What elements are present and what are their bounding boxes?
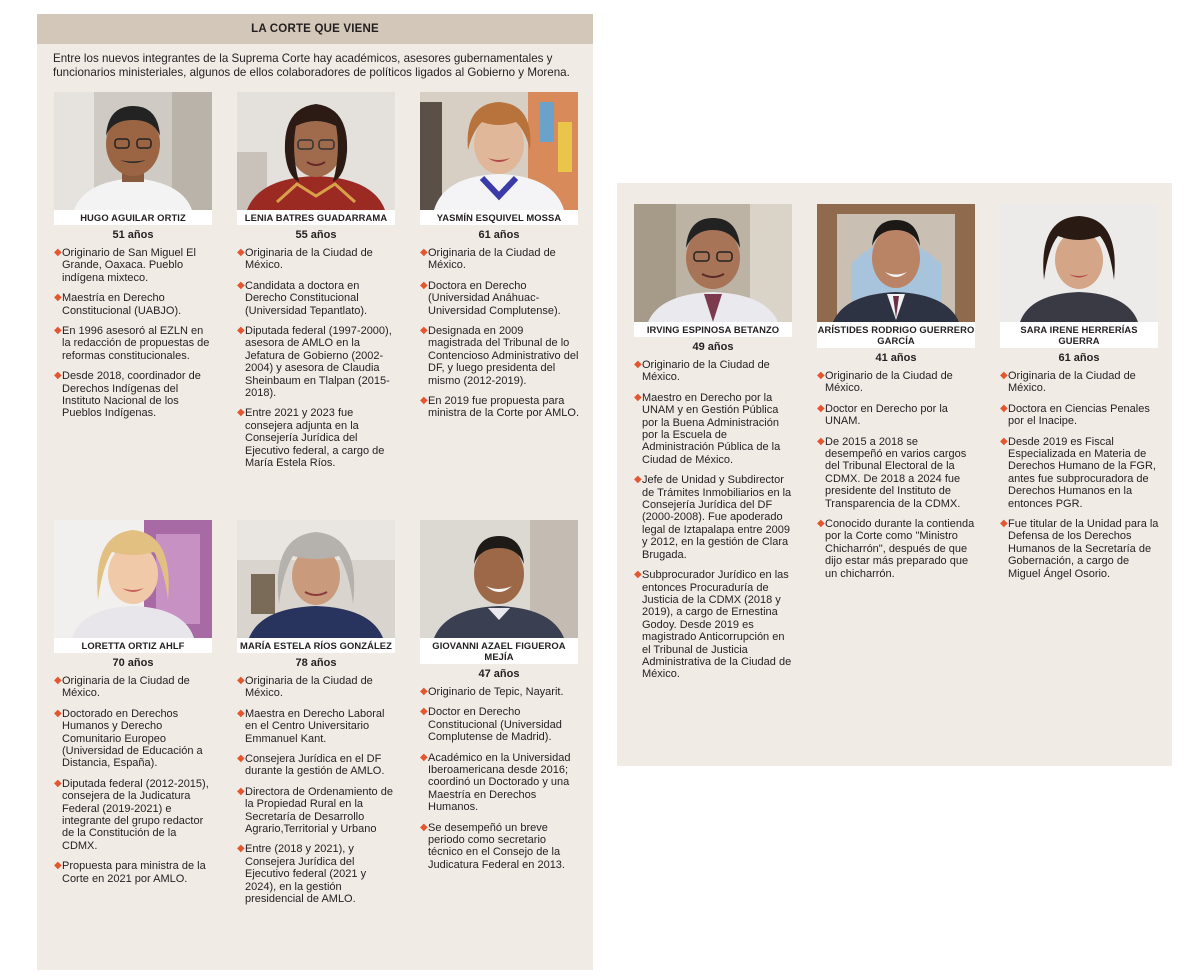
bullet-item: ◆ Maestro en Derecho por la UNAM y en Gestión Pública por la Buena Administración por la Escuela de Administración Pública de la Ciudad de México. [634, 391, 781, 466]
bullet-diamond-icon: ◆ [634, 359, 642, 370]
profile-name: IRVING ESPINOSA BETANZO [634, 322, 792, 337]
bullet-item: ◆ Originario de San Miguel El Grande, Oaxaca. Pueblo indígena mixteco. [54, 247, 196, 284]
profile-card-maria-estela-rios [237, 520, 397, 914]
profile-bullets [634, 359, 794, 681]
bullet-item: ◆ Doctora en Ciencias Penales por el Inacipe. [1000, 402, 1150, 428]
bullet-item: ◆ Subprocurador Jurídico en las entonces Procuraduría de Justicia de la CDMX (2018 y 2019), a cargo de Ernestina Godoy. Desde 2019 es magistrado Anticorrupción en el Tribunal de Justicia Administrativa de la Ciudad de México. [634, 569, 792, 681]
bullet-item: ◆ Originaria de la Ciudad de México. [237, 675, 373, 700]
bullet-diamond-icon: ◆ [1000, 518, 1008, 530]
bullet-diamond-icon: ◆ [420, 247, 428, 258]
bullet-diamond-icon: ◆ [1000, 370, 1008, 381]
bullet-item: ◆ Desde 2019 es Fiscal Especializada en Materia de Derechos Humano de la FGR, antes fue subprocuradora de Derechos Humanos en la entonces PGR. [1000, 435, 1156, 510]
bullet-diamond-icon: ◆ [634, 391, 642, 403]
bullet-item: ◆ Académico en la Universidad Iberoamericana desde 2016; coordinó un Doctorado y una Maestría en Derechos Humanos. [420, 751, 571, 814]
bullet-item: ◆ Se desempeñó un breve periodo como secretario técnico en el Consejo de la Judicatura Federal en 2013. [420, 821, 565, 871]
bullet-item: ◆ Doctor en Derecho Constitucional (Universidad Complutense de Madrid). [420, 706, 562, 744]
bullet-diamond-icon: ◆ [420, 821, 428, 833]
bullet-item: ◆ De 2015 a 2018 se desempeñó en varios cargos del Tribunal Electoral de la CDMX. De 2018 a 2024 fue presidente del Instituto de Transparencia de la CDMX. [817, 435, 967, 510]
profile-bullets [1000, 370, 1160, 580]
profile-card-hugo-aguilar [54, 92, 214, 428]
infographic-panel-left [37, 14, 593, 970]
bullet-item: ◆ Originaria de la Ciudad de México. [1000, 370, 1136, 395]
profile-card-yasmin-esquivel [420, 92, 580, 428]
profile-card-sara-herrerias [1000, 204, 1160, 588]
bullet-diamond-icon: ◆ [54, 707, 62, 719]
bullet-item: ◆ Designada en 2009 magistrada del Tribunal de lo Contencioso Administrativo del DF, y luego presidenta del mismo (2012-2019). [420, 325, 579, 387]
profile-age: 41 años [875, 352, 917, 364]
profile-photo [420, 92, 578, 210]
bullet-diamond-icon: ◆ [817, 435, 825, 447]
profile-age: 55 años [295, 229, 337, 241]
bullet-item: ◆ Conocido durante la contienda por la Corte como "Ministro Chicharrón", después de que dijo estar más preparado que un chicharrón. [817, 518, 975, 580]
bullet-diamond-icon: ◆ [237, 279, 245, 291]
profile-photo [1000, 204, 1158, 322]
profile-name: HUGO AGUILAR ORTIZ [54, 210, 212, 225]
bullet-item: ◆ Maestría en Derecho Constitucional (UABJO). [54, 292, 182, 317]
profile-age: 70 años [112, 657, 154, 669]
bullet-item: ◆ Originaria de la Ciudad de México. [420, 247, 556, 272]
bullet-item: ◆ Originario de la Ciudad de México. [817, 370, 953, 395]
bullet-item: ◆ Desde 2018, coordinador de Derechos Indígenas del Instituto Nacional de los Pueblos Indígenas. [54, 370, 201, 420]
profile-photo [420, 520, 578, 638]
profile-age: 61 años [478, 229, 520, 241]
bullet-diamond-icon: ◆ [237, 407, 245, 419]
bullet-diamond-icon: ◆ [237, 843, 245, 855]
bullet-item: ◆ Doctorado en Derechos Humanos y Derecho Comunitario Europeo (Universidad de Educación a Distancia, España). [54, 707, 203, 770]
bullet-diamond-icon: ◆ [634, 569, 642, 581]
bullet-diamond-icon: ◆ [817, 402, 825, 414]
profile-bullets [237, 675, 397, 906]
profile-bullets [54, 247, 214, 420]
bullet-item: ◆ Jefe de Unidad y Subdirector de Trámites Inmobiliarios en la Consejería Jurídica del DF (2000-2008). Fue apoderado legal de Iztapalapa entre 2009 y 2012, en la gestión de Clara Brugada. [634, 474, 792, 561]
profile-photo [634, 204, 792, 322]
bullet-diamond-icon: ◆ [54, 247, 62, 258]
bullet-item: ◆ Originaria de la Ciudad de México. [237, 247, 373, 272]
profile-name: GIOVANNI AZAEL FIGUEROA MEJÍA [420, 638, 578, 664]
bullet-diamond-icon: ◆ [817, 518, 825, 530]
bullet-item: ◆ Entre (2018 y 2021), y Consejera Jurídica del Ejecutivo federal (2021 y 2024), en la gestión presidencial de AMLO. [237, 843, 367, 906]
bullet-item: ◆ Originaria de la Ciudad de México. [54, 675, 190, 700]
bullet-item: ◆ En 1996 asesoró al EZLN en la redacción de propuestas de reformas constitucionales. [54, 325, 210, 362]
profile-age: 51 años [112, 229, 154, 241]
bullet-item: ◆ Directora de Ordenamiento de la Propiedad Rural en la Secretaría de Desarrollo Agrario,Territorial y Urbano [237, 785, 393, 836]
bullet-item: ◆ Diputada federal (2012-2015), consejera de la Judicatura Federal (2019-2021) e integrante del grupo redactor de la Constitución de la CDMX. [54, 777, 209, 852]
profile-bullets [817, 370, 977, 580]
bullet-diamond-icon: ◆ [54, 860, 62, 872]
profile-name: LENIA BATRES GUADARRAMA [237, 210, 395, 225]
profile-name: ARÍSTIDES RODRIGO GUERRERO GARCÍA [817, 324, 975, 346]
profile-card-lenia-batres [237, 92, 397, 478]
bullet-item: ◆ Originario de Tepic, Nayarit. [420, 686, 564, 698]
profile-name: MARÍA ESTELA RÍOS GONZÁLEZ [237, 638, 395, 653]
profile-name: LORETTA ORTIZ AHLF [54, 638, 212, 653]
bullet-diamond-icon: ◆ [420, 395, 428, 407]
bullet-diamond-icon: ◆ [54, 292, 62, 304]
profile-card-aristides-guerrero [817, 204, 977, 588]
bullet-item: ◆ Doctor en Derecho por la UNAM. [817, 402, 948, 428]
profile-age: 47 años [478, 668, 520, 680]
bullet-diamond-icon: ◆ [817, 370, 825, 381]
profile-photo [237, 92, 395, 210]
bullet-diamond-icon: ◆ [420, 706, 428, 718]
bullet-diamond-icon: ◆ [54, 777, 62, 789]
bullet-diamond-icon: ◆ [420, 686, 428, 697]
bullet-item: ◆ Entre 2021 y 2023 fue consejera adjunta en la Consejería Jurídica del Ejecutivo federal, a cargo de María Estela Ríos. [237, 407, 385, 470]
profile-name: YASMÍN ESQUIVEL MOSSA [420, 210, 578, 225]
profile-photo [54, 92, 212, 210]
infographic-panel-right [617, 183, 1172, 766]
bullet-item: ◆ Fue titular de la Unidad para la Defensa de los Derechos Humanos de la Secretaría de Gobernación, a cargo de Miguel Ángel Osorio. [1000, 518, 1159, 580]
profile-card-irving-espinosa [634, 204, 794, 689]
bullet-item: ◆ Doctora en Derecho (Universidad Anáhuac-Universidad Complutense). [420, 279, 561, 317]
profile-card-loretta-ortiz [54, 520, 214, 893]
bullet-diamond-icon: ◆ [420, 751, 428, 763]
bullet-item: ◆ Originario de la Ciudad de México. [634, 359, 770, 384]
profile-bullets [54, 675, 214, 885]
bullet-item: ◆ Candidata a doctora en Derecho Constitucional (Universidad Tepantlato). [237, 279, 368, 317]
infographic-title: LA CORTE QUE VIENE [37, 14, 593, 44]
bullet-diamond-icon: ◆ [237, 675, 245, 686]
profile-bullets [237, 247, 397, 470]
bullet-item: ◆ Maestra en Derecho Laboral en el Centro Universitario Emmanuel Kant. [237, 707, 385, 745]
bullet-diamond-icon: ◆ [237, 707, 245, 719]
bullet-diamond-icon: ◆ [237, 785, 245, 797]
profile-card-giovanni-figueroa [420, 520, 580, 879]
profile-name: SARA IRENE HERRERÍAS GUERRA [1000, 322, 1158, 348]
bullet-diamond-icon: ◆ [237, 325, 245, 337]
bullet-diamond-icon: ◆ [1000, 435, 1008, 447]
bullet-diamond-icon: ◆ [54, 325, 62, 337]
bullet-item: ◆ En 2019 fue propuesta para ministra de la Corte por AMLO. [420, 395, 580, 420]
bullet-diamond-icon: ◆ [237, 247, 245, 258]
profile-photo [817, 204, 975, 322]
bullet-item: ◆ Diputada federal (1997-2000), asesora de AMLO en la Jefatura de Gobierno (2002-2004) y asesora de Claudia Sheinbaum en Tlalpan (2015-2018). [237, 325, 392, 400]
bullet-diamond-icon: ◆ [237, 753, 245, 765]
bullet-diamond-icon: ◆ [54, 370, 62, 382]
profile-age: 49 años [692, 341, 734, 353]
bullet-diamond-icon: ◆ [1000, 402, 1008, 414]
profile-photo [54, 520, 212, 638]
bullet-diamond-icon: ◆ [54, 675, 62, 686]
profile-age: 78 años [295, 657, 337, 669]
intro-paragraph: Entre los nuevos integrantes de la Suprema Corte hay académicos, asesores gubernamentales y funcionarios ministeriales, algunos de ellos colaboradores de políticos ligados al Gobierno y Morena. [53, 52, 570, 79]
profile-bullets [420, 686, 580, 871]
bullet-diamond-icon: ◆ [634, 474, 642, 486]
bullet-diamond-icon: ◆ [420, 325, 428, 337]
bullet-item: ◆ Propuesta para ministra de la Corte en 2021 por AMLO. [54, 860, 206, 885]
profile-photo [237, 520, 395, 638]
bullet-item: ◆ Consejera Jurídica en el DF durante la gestión de AMLO. [237, 753, 385, 778]
profile-bullets [420, 247, 580, 420]
profile-age: 61 años [1058, 352, 1100, 364]
bullet-diamond-icon: ◆ [420, 279, 428, 291]
